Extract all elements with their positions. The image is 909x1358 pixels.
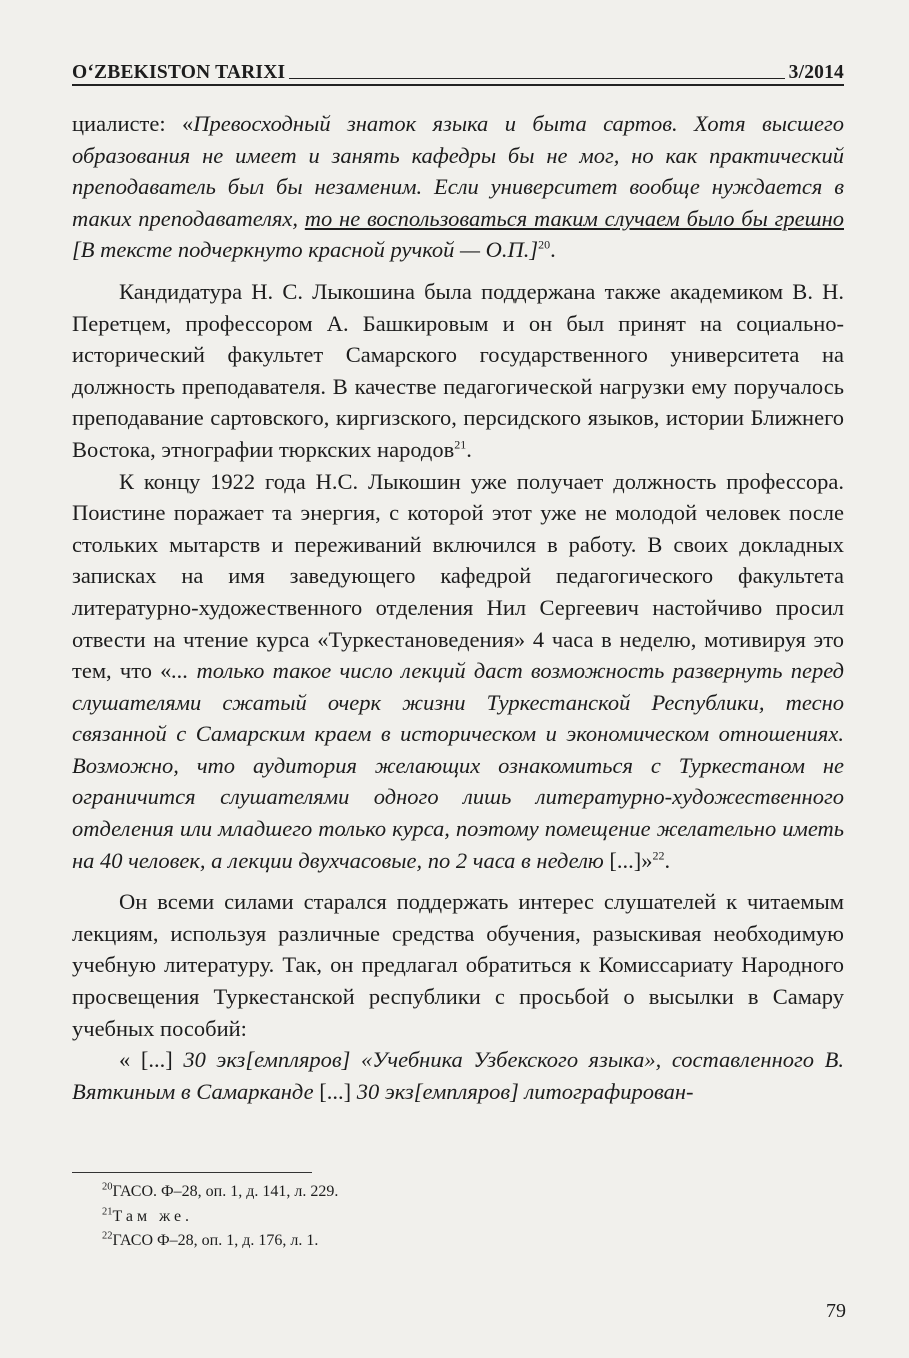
footnote-ref-22: 22 (652, 848, 665, 863)
journal-title: O‘ZBEKISTON TARIXI (72, 62, 286, 83)
footnote-number: 21 (102, 1206, 113, 1218)
text-span: « [...] (119, 1047, 184, 1073)
footnote-ref-21: 21 (454, 437, 467, 452)
page-number: 79 (826, 1300, 846, 1322)
paragraph-candidacy (72, 276, 844, 466)
footnote-22 (102, 1229, 802, 1254)
article-body (72, 108, 844, 1107)
text-span: Кандидатура Н. С. Лыкошина была поддержана также академиком В. Н. Перетцем, профессором А. Башкировым и он был принят на социально-исторический факультет Самарского государственного университета на должность преподавателя. В качестве педагогической нагрузки ему поручалось преподавание сартовского, киргизского, персидского языков, истории Ближнего Востока, этнографии тюркских народов (72, 278, 844, 462)
paragraph-textbooks (72, 1044, 844, 1107)
italic-quote: Превосходный знаток языка и быта сартов. Хотя высшего образования не имеет и занять кафедры бы не мог, но как практический преподаватель был бы незаменим. Если университет вообще нуждается в таких преподавателях, (72, 111, 844, 231)
italic-quote: 30 экз[емпляров] литографирован- (356, 1078, 694, 1104)
footnote-ref-20: 20 (538, 237, 551, 252)
paragraph-quote-continuation (72, 108, 844, 266)
issue-number: 3/2014 (788, 62, 844, 83)
text-span: К концу 1922 года Н.С. Лыкошин уже получает должность профессора. Поистине поражает та энергия, с которой этот уже не молодой человек после стольких мытарств и переживаний включился в работу. В своих докладных записках на имя заведующего кафедрой педагогического факультета литературно-художественного отделения Нил Сергеевич настойчиво просил отвести на чтение курса «Туркестановедения» 4 часа в неделю, мотивируя это тем, что « (72, 468, 844, 684)
footnote-text: ГАСО Ф–28, оп. 1, д. 176, л. 1. (112, 1232, 319, 1249)
footnote-number: 20 (102, 1181, 113, 1193)
editor-note: [В тексте подчеркнуто красной ручкой — О.П.] (72, 237, 539, 263)
footnote-number: 22 (102, 1230, 113, 1242)
footnote-separator (72, 1172, 312, 1173)
footnote-21 (102, 1205, 802, 1230)
footnote-20 (102, 1180, 802, 1205)
text-span: [...]» (603, 847, 653, 873)
italic-quote: 30 экз[емпляров] «Учебника Узбекского языка», составленного В. Вяткиным в Самарканде (72, 1047, 844, 1104)
text-span: Он всеми силами старался поддержать интерес слушателей к читаемым лекциям, используя различные средства обучения, разыскивая необходимую учебную литературу. Так, он предлагал обратиться к Комиссариату Народного просвещения Туркестанской республики с просьбой о высылки в Самару учебных пособий: (72, 889, 844, 1041)
text-span: . (466, 436, 472, 462)
footnote-text: ГАСО. Ф–28, оп. 1, д. 141, л. 229. (112, 1183, 339, 1200)
running-header (72, 50, 844, 84)
footnote-text: Там же. (112, 1207, 194, 1225)
footnotes (102, 1180, 802, 1254)
text-span: . (664, 847, 671, 873)
underlined-quote: то не воспользоваться таким случаем было бы грешно (304, 205, 844, 231)
italic-quote: ... только такое число лекций даст возможность развернуть перед слушателями сжатый очерк жизни Туркестанской Республики, тесно связанной с Самарским краем в историческом и экономическом отношениях. Возможно, что аудитория желающих ознакомиться с Туркестаном не ограничится слушателями одного лишь литературно-художественного отделения или младшего только курса, поэтому помещение желательно иметь на 40 человек, а лекции двухчасовые, по 2 часа в неделю (72, 658, 844, 873)
text-span: циалисте: « (72, 111, 194, 136)
text-span: . (550, 237, 556, 263)
header-fill-rule (289, 78, 784, 79)
text-span: [...] (313, 1078, 357, 1104)
header-rule (72, 84, 844, 86)
paragraph-lectures (72, 886, 844, 1044)
paragraph-professor (72, 466, 844, 877)
